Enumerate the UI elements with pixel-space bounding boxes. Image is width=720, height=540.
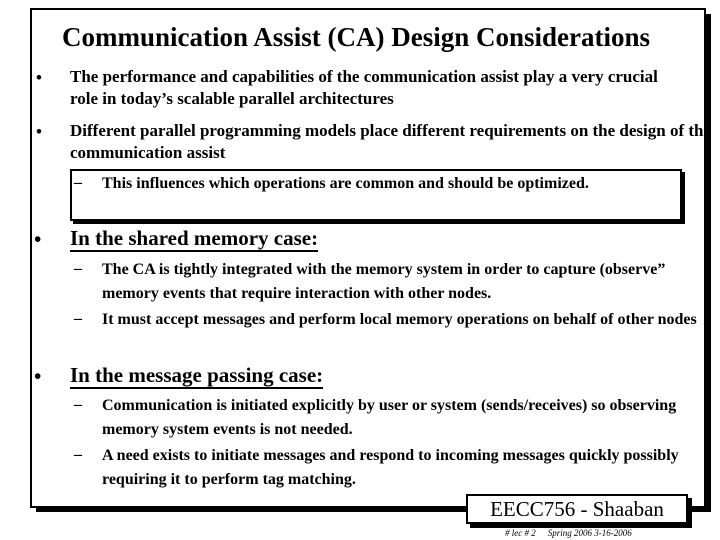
- footer-info: [505, 528, 644, 538]
- boxed-subpoint-text: This influences which operations are common and should be optimized.: [102, 175, 589, 192]
- message-sub-2-text: A need exists to initiate messages and respond to incoming messages quickly possibly requiring it to perform tag matching.: [102, 447, 679, 488]
- boxed-dash: –: [74, 174, 82, 191]
- shared-memory-heading: In the shared memory case:: [70, 226, 319, 250]
- slide-title: Communication Assist (CA) Design Considerations: [61, 22, 651, 52]
- shared-memory-marker: •: [34, 227, 42, 251]
- bullet-1-text: The performance and capabilities of the communication assist play a very crucial role in today’s scalable parallel architectures: [70, 67, 658, 108]
- message-passing-marker: •: [34, 364, 42, 388]
- bullet-1-marker: •: [36, 68, 42, 87]
- bullet-2-text: Different parallel programming models place different requirements on the design of the communication assist: [70, 121, 712, 162]
- term-date: Spring 2006 3-16-2006: [547, 528, 632, 538]
- message-passing-heading: In the message passing case:: [70, 363, 324, 387]
- bullet-2-marker: •: [36, 122, 42, 141]
- message-sub-2-dash: –: [74, 446, 82, 463]
- message-sub-1-text: Communication is initiated explicitly by user or system (sends/receives) so observing memory system events is not needed.: [102, 397, 677, 438]
- lecture-number: # lec # 2: [505, 528, 536, 538]
- course-label: EECC756 - Shaaban: [466, 494, 688, 524]
- shared-sub-1-text: The CA is tightly integrated with the memory system in order to capture (observe” memory events that require interaction with other nodes.: [102, 261, 666, 302]
- message-sub-1-dash: –: [74, 396, 82, 413]
- frame-shadow-right: [706, 14, 711, 512]
- shared-sub-2-dash: –: [74, 310, 82, 327]
- shared-sub-2-text: It must accept messages and perform local memory operations on behalf of other nodes: [102, 311, 697, 328]
- shared-sub-1-dash: –: [74, 260, 82, 277]
